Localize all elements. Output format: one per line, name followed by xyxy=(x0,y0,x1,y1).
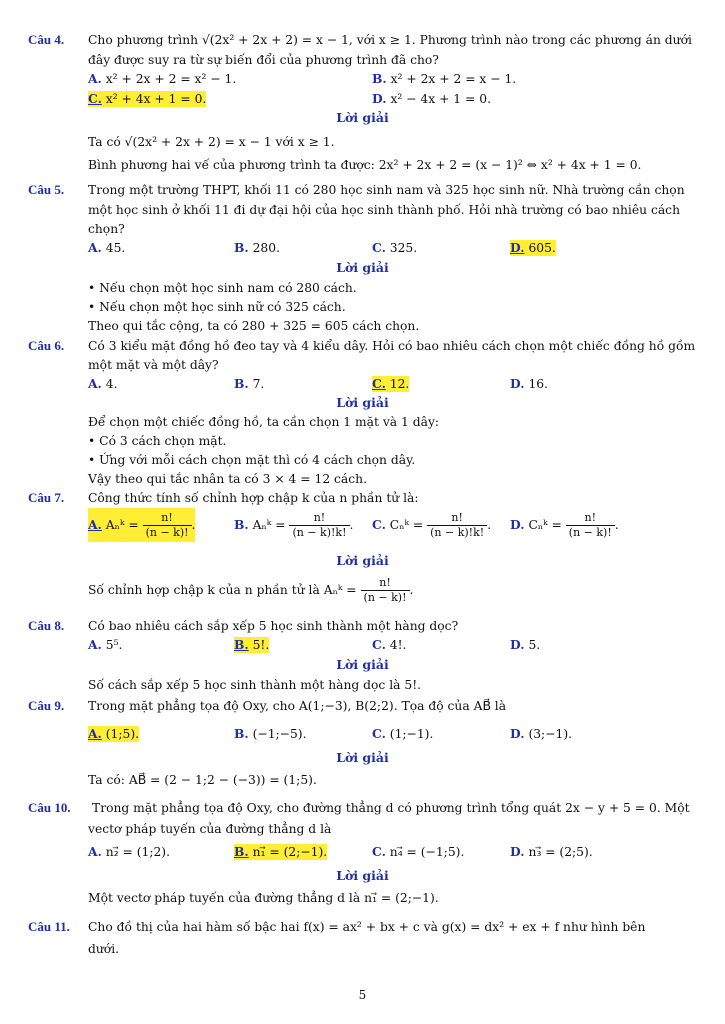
option-b-correct[interactable]: B. n₁⃗ = (2;−1). xyxy=(234,844,328,859)
option-b[interactable]: B. (−1;−5). xyxy=(234,726,307,741)
question-stem: vectơ pháp tuyến của đường thẳng d là xyxy=(88,822,332,836)
solution-text: Vậy theo qui tắc nhân ta có 3 × 4 = 12 cách. xyxy=(88,472,367,486)
question-stem: Trong mặt phẳng tọa độ Oxy, cho A(1;−3), B(2;2). Tọa độ của AB⃗ là xyxy=(88,699,507,713)
option-a[interactable]: A. 4. xyxy=(88,376,118,391)
option-b[interactable]: B. Aₙᵏ = $\frac{n!}{(n - k)!k!}$ . xyxy=(234,511,354,539)
question-stem: một mặt và một dây? xyxy=(88,358,219,372)
solution-heading: Lời giải xyxy=(336,110,389,125)
question-stem: Trong mặt phẳng tọa độ Oxy, cho đường thẳng d có phương trình tổng quát 2x − y + 5 = 0. Một xyxy=(92,801,690,815)
fraction: $\frac{n!}{(n - k)!}$ xyxy=(143,511,192,540)
option-d[interactable]: D. x² − 4x + 1 = 0. xyxy=(372,91,491,106)
question-stem: Trong một trường THPT, khối 11 có 280 học sinh nam và 325 học sinh nữ. Nhà trường cần chọn xyxy=(88,183,685,197)
option-a-correct[interactable]: A. (1;5). xyxy=(88,726,140,741)
solution-heading: Lời giải xyxy=(336,750,389,765)
question-number: Câu 7. xyxy=(28,490,65,505)
solution-heading: Lời giải xyxy=(336,395,389,410)
option-a[interactable]: A. x² + 2x + 2 = x² − 1. xyxy=(88,71,237,86)
option-c-correct[interactable]: C. x² + 4x + 1 = 0. xyxy=(88,91,207,106)
question-number: Câu 10. xyxy=(28,800,71,815)
option-a-correct[interactable]: A. Aₙᵏ = $\frac{n!}{(n - k)!}$ . xyxy=(88,508,195,542)
question-stem: Cho đồ thị của hai hàm số bậc hai f(x) = ax² + bx + c và g(x) = dx² + ex + f như hình bên xyxy=(88,920,646,934)
option-c-correct[interactable]: C. 12. xyxy=(372,376,410,391)
page-number: 5 xyxy=(358,988,367,1002)
option-b[interactable]: B. x² + 2x + 2 = x − 1. xyxy=(372,71,517,86)
option-c[interactable]: C. n₄⃗ = (−1;5). xyxy=(372,844,465,859)
fraction: $\frac{n!}{(n - k)!k!}$ xyxy=(427,511,487,540)
solution-text: Bình phương hai vế của phương trình ta được: 2x² + 2x + 2 = (x − 1)² ⇔ x² + 4x + 1 = 0. xyxy=(88,158,642,172)
solution-text: • Ứng với mỗi cách chọn mặt thì có 4 cách chọn dây. xyxy=(88,453,416,467)
question-stem: Có bao nhiêu cách sắp xếp 5 học sinh thành một hàng dọc? xyxy=(88,619,459,633)
option-b[interactable]: B. 280. xyxy=(234,240,280,255)
solution-heading: Lời giải xyxy=(336,553,389,568)
option-b-correct[interactable]: B. 5!. xyxy=(234,637,270,652)
option-c[interactable]: C. 4!. xyxy=(372,637,407,652)
option-a[interactable]: A. 5⁵. xyxy=(88,637,123,652)
solution-text: Theo qui tắc cộng, ta có 280 + 325 = 605 cách chọn. xyxy=(88,319,420,333)
solution-text: Ta có √(2x² + 2x + 2) = x − 1 với x ≥ 1. xyxy=(88,135,335,149)
fraction: $\frac{n!}{(n - k)!}$ xyxy=(361,576,410,605)
solution-text: Một vectơ pháp tuyến của đường thẳng d là n₁⃗ = (2;−1). xyxy=(88,891,439,905)
question-stem: chọn? xyxy=(88,222,125,236)
question-stem: Công thức tính số chỉnh hợp chập k của n phần tử là: xyxy=(88,491,419,505)
question-number: Câu 9. xyxy=(28,698,65,713)
fraction: $\frac{n!}{(n - k)!}$ xyxy=(566,511,615,540)
option-b[interactable]: B. 7. xyxy=(234,376,265,391)
question-stem: Có 3 kiểu mặt đồng hồ đeo tay và 4 kiểu dây. Hỏi có bao nhiêu cách chọn một chiếc đồng hồ gồm xyxy=(88,339,696,353)
solution-heading: Lời giải xyxy=(336,868,389,883)
question-number: Câu 6. xyxy=(28,338,65,353)
question-number: Câu 11. xyxy=(28,919,70,934)
option-a[interactable]: A. 45. xyxy=(88,240,126,255)
solution-text: Ta có: AB⃗ = (2 − 1;2 − (−3)) = (1;5). xyxy=(88,773,317,787)
question-stem: Cho phương trình √(2x² + 2x + 2) = x − 1, với x ≥ 1. Phương trình nào trong các phương án dưới xyxy=(88,33,692,47)
solution-heading: Lời giải xyxy=(336,260,389,275)
option-d-correct[interactable]: D. 605. xyxy=(510,240,556,255)
solution-text: Số cách sắp xếp 5 học sinh thành một hàng dọc là 5!. xyxy=(88,678,422,692)
option-d[interactable]: D. 5. xyxy=(510,637,541,652)
solution-text: Số chỉnh hợp chập k của n phần tử là Aₙᵏ = $\frac{n!}{(n - k)!}$ . xyxy=(88,576,414,604)
question-number: Câu 8. xyxy=(28,618,65,633)
question-stem: đây được suy ra từ sự biến đổi của phương trình đã cho? xyxy=(88,53,439,67)
option-d[interactable]: D. (3;−1). xyxy=(510,726,573,741)
solution-text: • Nếu chọn một học sinh nữ có 325 cách. xyxy=(88,300,346,314)
fraction: $\frac{n!}{(n - k)!k!}$ xyxy=(289,511,349,540)
option-c[interactable]: C. (1;−1). xyxy=(372,726,434,741)
option-c[interactable]: C. Cₙᵏ = $\frac{n!}{(n - k)!k!}$ . xyxy=(372,511,492,539)
question-number: Câu 5. xyxy=(28,182,65,197)
question-stem: dưới. xyxy=(88,942,120,956)
question-number: Câu 4. xyxy=(28,32,65,47)
option-d[interactable]: D. n₃⃗ = (2;5). xyxy=(510,844,593,859)
solution-text: • Nếu chọn một học sinh nam có 280 cách. xyxy=(88,281,357,295)
solution-heading: Lời giải xyxy=(336,657,389,672)
option-c[interactable]: C. 325. xyxy=(372,240,418,255)
option-a[interactable]: A. n₂⃗ = (1;2). xyxy=(88,844,171,859)
question-stem: một học sinh ở khối 11 đi dự đại hội của học sinh thành phố. Hỏi nhà trường có bao nhiêu cách xyxy=(88,203,680,217)
option-d[interactable]: D. 16. xyxy=(510,376,548,391)
option-d[interactable]: D. Cₙᵏ = $\frac{n!}{(n - k)!}$ . xyxy=(510,511,619,539)
solution-text: • Có 3 cách chọn mặt. xyxy=(88,434,227,448)
solution-text: Để chọn một chiếc đồng hồ, ta cần chọn 1 mặt và 1 dây: xyxy=(88,415,440,429)
